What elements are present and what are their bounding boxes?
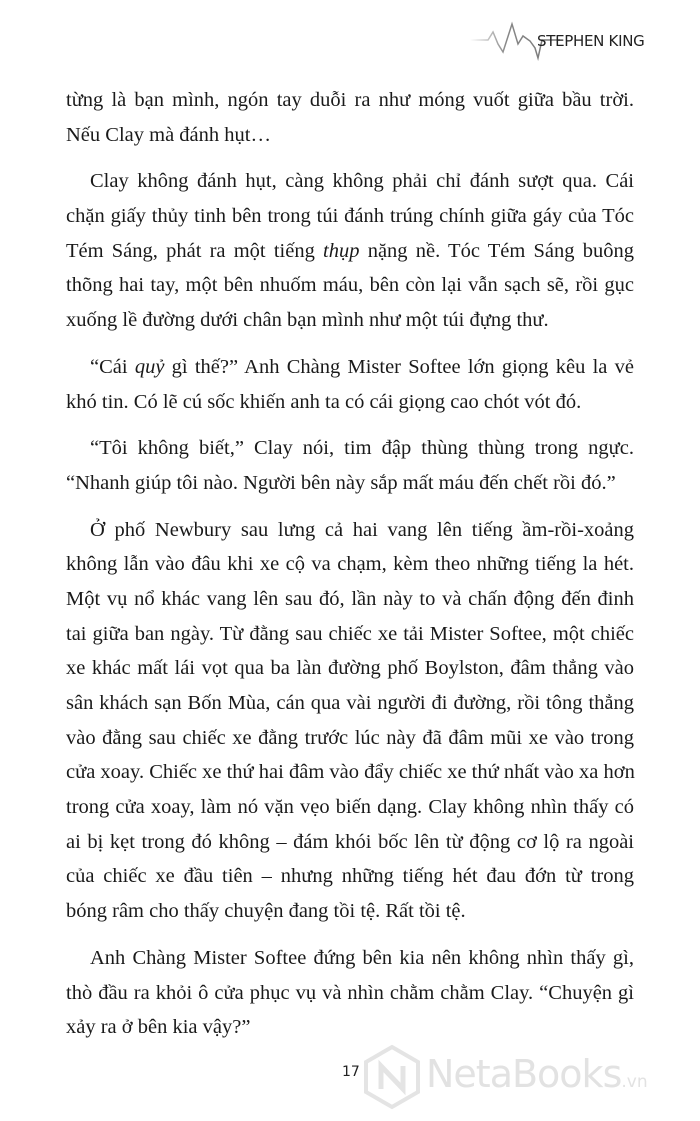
text-segment: Ở phố Newbury sau lưng cả hai vang lên tiếng ầm-rồi-xoảng <box>90 518 634 541</box>
paragraph <box>66 941 634 1045</box>
paragraph <box>66 513 634 929</box>
text-segment: của chiếc xe đầu tiên – nhưng những tiếng hét đau đớn từ trong <box>66 865 634 888</box>
text-line <box>66 651 634 686</box>
text-line <box>66 686 634 721</box>
text-line <box>66 385 634 420</box>
paragraph <box>66 164 634 337</box>
running-head-author: STEPHEN KING <box>537 32 645 50</box>
netabooks-logo-icon <box>362 1044 422 1110</box>
watermark <box>362 1044 692 1110</box>
text-segment: “Cái <box>90 355 135 378</box>
text-segment: Clay không đánh hụt, càng không phải chỉ đánh sượt qua. Cái <box>90 170 634 193</box>
text-line <box>66 941 634 976</box>
text-line <box>66 164 634 199</box>
text-segment: không lẫn vào đâu khi xe cộ va chạm, kèm theo những tiếng la hét. <box>66 553 634 576</box>
text-segment: xe khác mất lái vọt qua ba làn đường phố Boylston, đâm thẳng vào <box>66 657 634 680</box>
text-segment: trong cửa xoay, làm nó vặn vẹo biến dạng. Clay không nhìn thấy có <box>66 796 634 819</box>
text-line <box>66 234 634 269</box>
text-line <box>66 350 634 385</box>
paragraph <box>66 431 634 500</box>
text-line <box>66 790 634 825</box>
text-segment: cửa xoay. Chiếc xe thứ hai đâm vào đẩy chiếc xe thứ nhất vào xa hơn <box>66 761 635 784</box>
italic-text: thụp <box>323 239 360 262</box>
text-segment: Một vụ nổ khác vang lên sau đó, lần này to và chấn động đến đinh <box>66 587 634 610</box>
text-line <box>66 617 634 652</box>
text-segment: thò đầu ra khỏi ô cửa phục vụ và nhìn chằm chằm Clay. “Chuyện gì <box>66 981 634 1004</box>
text-segment: xảy ra ở bên kia vậy?” <box>66 1016 251 1039</box>
text-segment: Nếu Clay mà đánh hụt… <box>66 123 271 146</box>
watermark-suffix: .vn <box>621 1072 648 1092</box>
watermark-text <box>426 1052 648 1096</box>
text-line <box>66 268 634 303</box>
text-line <box>66 721 634 756</box>
text-line <box>66 894 634 929</box>
italic-text: quỷ <box>134 355 165 378</box>
watermark-brand: NetaBooks <box>426 1052 622 1096</box>
page-number: 17 <box>342 1064 360 1080</box>
text-segment: chặn giấy thủy tinh bên trong túi đánh trúng chính giữa gáy của Tóc <box>66 205 634 228</box>
text-segment: “Nhanh giúp tôi nào. Người bên này sắp mất máu đến chết rồi đó.” <box>66 471 616 494</box>
text-line <box>66 303 634 338</box>
text-line <box>66 466 634 501</box>
text-segment: “Tôi không biết,” Clay nói, tim đập thùng thùng trong ngực. <box>90 437 634 460</box>
text-line <box>66 547 634 582</box>
running-header <box>470 18 660 64</box>
text-line <box>66 976 634 1011</box>
text-segment: Anh Chàng Mister Softee đứng bên kia nên không nhìn thấy gì, <box>90 946 634 969</box>
text-line <box>66 83 634 118</box>
paragraph <box>66 83 634 152</box>
text-segment: từng là bạn mình, ngón tay duỗi ra như móng vuốt giữa bầu trời. <box>66 89 634 111</box>
text-line <box>66 755 634 790</box>
text-segment: bóng râm cho thấy chuyện đang tồi tệ. Rất tồi tệ. <box>66 900 466 923</box>
text-line <box>66 582 634 617</box>
text-segment: tai giữa ban ngày. Từ đằng sau chiếc xe tải Mister Softee, một chiếc <box>66 622 634 645</box>
text-segment: gì thế?” Anh Chàng Mister Softee lớn giọng kêu la vẻ <box>164 355 634 378</box>
text-segment: vào đằng sau chiếc xe đằng trước lúc này đã đâm mũi xe vào trong <box>66 726 634 749</box>
text-line <box>66 513 634 548</box>
text-line <box>66 1010 634 1045</box>
text-segment: ai bị kẹt trong đó không – đám khói bốc lên từ động cơ lộ ra ngoài <box>66 830 634 853</box>
text-line <box>66 118 634 153</box>
text-line <box>66 431 634 466</box>
text-segment: sân khách sạn Bốn Mùa, cán qua vài người đi đường, rồi tông thẳng <box>66 692 634 714</box>
text-segment: xuống lề đường dưới chân bạn mình như một túi đựng thư. <box>66 309 549 332</box>
paragraph <box>66 350 634 419</box>
book-body-text <box>66 83 634 1057</box>
text-segment: Tém Sáng, phát ra một tiếng <box>66 239 324 262</box>
text-segment: thõng hai tay, một bên nhuốm máu, bên còn lại vẫn sạch sẽ, rồi gục <box>66 274 634 297</box>
text-line <box>66 199 634 234</box>
text-line <box>66 859 634 894</box>
text-segment: nặng nề. Tóc Tém Sáng buông <box>359 239 634 262</box>
text-line <box>66 825 634 860</box>
text-segment: khó tin. Có lẽ cú sốc khiến anh ta có cái giọng cao chót vót đó. <box>66 390 582 413</box>
